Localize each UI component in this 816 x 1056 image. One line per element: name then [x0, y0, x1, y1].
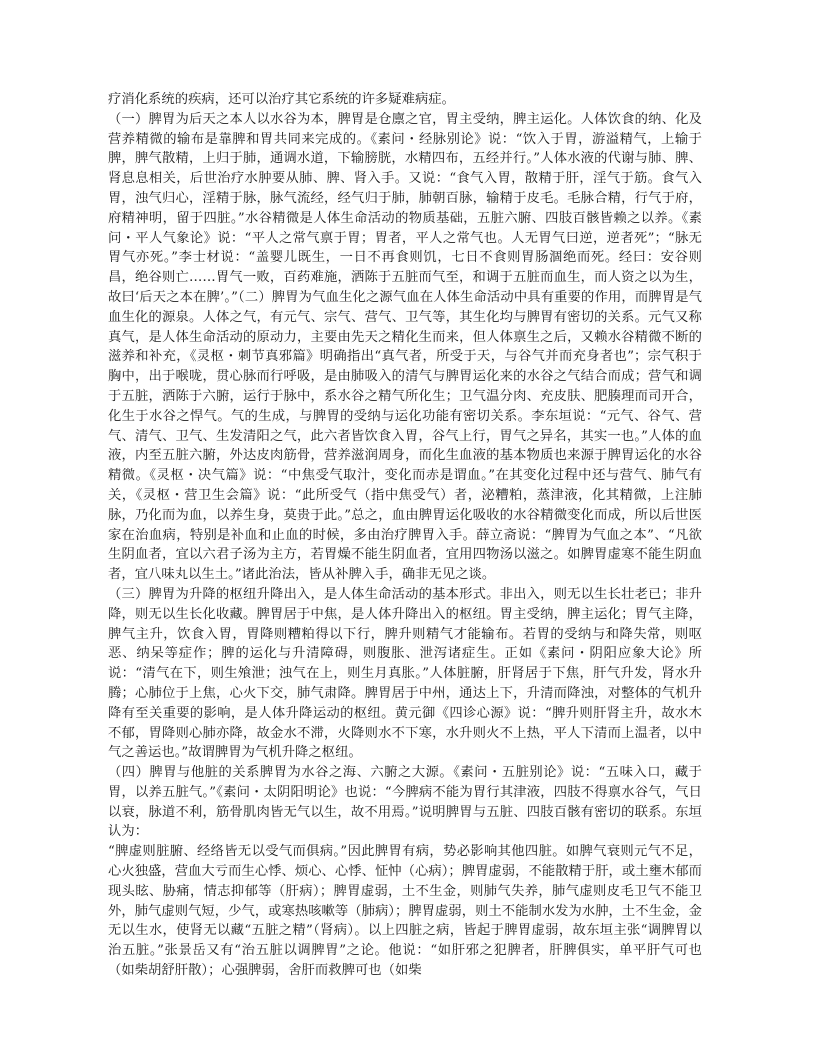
paragraph-section-four: （四）脾胃与他脏的关系脾胃为水谷之海、六腑之大源。《素问・五脏别论》说：“五味入口，藏于胃，以养五脏气。”《素问・太阴阳明论》也说：“今脾病不能为胃行其津液，四肢不得禀水谷气，气日以衰，脉道不利，筋骨肌肉皆无气以生，故不用焉。”说明脾胃与五脏、四肢百骸有密切的联系。东垣认为： — [108, 765, 702, 840]
paragraph-section-three: （三）脾胃为升降的枢纽升降出入，是人体生命活动的基本形式。非出入，则无以生长壮老已；非升降，则无以生长化收藏。脾胃居于中焦，是人体升降出入的枢纽。胃主受纳，脾主运化；胃气主降，脾气主升，饮食入胃，胃降则糟粕得以下行，脾升则精气才能输布。若胃的受纳与和降失常，则呕恶、纳呆等症作；脾的运化与升清障碍，则腹胀、泄泻诸症生。正如《素问・阴阳应象大论》所说：“清气在下，则生飧泄；浊气在上，则生月真胀。”人体脏腑，肝肾居于下焦，肝气升发，肾水升腾；心肺位于上焦，心火下交，肺气肃降。脾胃居于中州，通达上下，升清而降浊，对整体的气机升降有至关重要的影响，是人体升降运动的枢纽。黄元御《四诊心源》说：“脾升则肝肾主升，故水木不郁，胃降则心肺亦降，故金水不滞，火降则水不下寒，水升则火不上热，平人下清而上温者，以中气之善运也。”故谓脾胃为气机升降之枢纽。 — [108, 586, 702, 761]
paragraph-intro-continuation: 疗消化系统的疾病，还可以治疗其它系统的许多疑难病症。 — [108, 92, 456, 107]
paragraph-five-organs: “脾虚则脏腑、经络皆无以受气而俱病。”因此脾胃有病，势必影响其他四脏。如脾气衰则元气不足，心火独盛，营血大亏而生心悸、烦心、心悸、怔忡（心病）；脾胃虚弱，不能散精于肝，或土壅木郁而现头眩、胁痛，情志抑郁等（肝病）；脾胃虚弱，土不生金，则肺气失养，肺气虚则皮毛卫气不能卫外，肺气虚则气短，少气，或寒热咳嗽等（肺病）；脾胃虚弱，则土不能制水发为水肿，土不生金，金无以生水，使肾无以藏“五脏之精”（肾病）。以上四脏之病，皆起于脾胃虚弱，故东垣主张“调脾胃以治五脏。”张景岳又有“治五脏以调脾胃”之论。他说：“如肝邪之犯脾者，肝脾俱实，单平肝气可也（如柴胡舒肝散）；心强脾弱，舍肝而救脾可也（如柴 — [108, 844, 702, 979]
paragraph-section-one-two: （一）脾胃为后天之本人以水谷为本，脾胃是仓廪之官，胃主受纳，脾主运化。人体饮食的纳、化及营养精微的输布是靠脾和胃共同来完成的。《素问・经脉别论》说：“饮入于胃，游溢精气，上输于脾，脾气散精，上归于肺，通调水道，下输膀胱，水精四布，五经并行。”人体水液的代谢与肺、脾、肾息息相关，后世治疗水肿要从肺、脾、肾入手。又说：“食气入胃，散精于肝，淫气于筋。食气入胃，浊气归心，淫精于脉，脉气流经，经气归于肺，肺朝百脉，输精于皮毛。毛脉合精，行气于府，府精神明，留于四脏。”水谷精微是人体生命活动的物质基础，五脏六腑、四肢百骸皆赖之以养。《素问・平人气象论》说：“平人之常气禀于胃；胃者，平人之常气也。人无胃气曰逆，逆者死”；“脉无胃气亦死。”李士材说：“盖婴儿既生，一日不再食则饥，七日不食则胃肠涸绝而死。经曰：安谷则昌，绝谷则亡……胃气一败，百药难施，洒陈于五脏而气至，和调于五脏而血生，而人资之以为生，故曰‘后天之本在脾’。”（二）脾胃为气血生化之源气血在人体生命活动中具有重要的作用，而脾胃是气血生化的源泉。人体之气，有元气、宗气、营气、卫气等，其生化均与脾胃有密切的关系。元气又称真气，是人体生命活动的原动力，主要由先天之精化生而来，但人体禀生之后，又赖水谷精微不断的滋养和补充，《灵枢・刺节真邪篇》明确指出“真气者，所受于天，与谷气并而充身者也”；宗气积于胸中，出于喉咙，贯心脉而行呼吸，是由肺吸入的清气与脾胃运化来的水谷之气结合而成；营气和调于五脏，洒陈于六腑，运行于脉中，系水谷之精气所化生；卫气温分肉、充皮肤、肥腠理而司开合，化生于水谷之悍气。气的生成，与脾胃的受纳与运化功能有密切关系。李东垣说：“元气、谷气、营气、清气、卫气、生发清阳之气，此六者皆饮食入胃，谷气上行，胃气之异名，其实一也。”人体的血液，内至五脏六腑，外达皮肉筋骨，营养滋润周身，而化生血液的基本物质也来源于脾胃运化的水谷精微。《灵枢・决气篇》说：“中焦受气取汁，变化而赤是谓血。”在其变化过程中还与营气、肺气有关，《灵枢・营卫生会篇》说：“此所受气（指中焦受气）者，泌糟粕，蒸津液，化其精微，上注肺脉，乃化而为血，以养生身，莫贵于此。”总之，血由脾胃运化吸收的水谷精微变化而成，所以后世医家在治血病，特别是补血和止血的时候，多由治疗脾胃入手。薛立斋说：“脾胃为气血之本”、“凡欲生阴血者，宜以六君子汤为主方，若胃燥不能生阴血者，宜用四物汤以滋之。如脾胃虚寒不能生阴血者，宜八味丸以生土。”诸此治法，皆从补脾入手，确非无见之谈。 — [108, 111, 702, 583]
